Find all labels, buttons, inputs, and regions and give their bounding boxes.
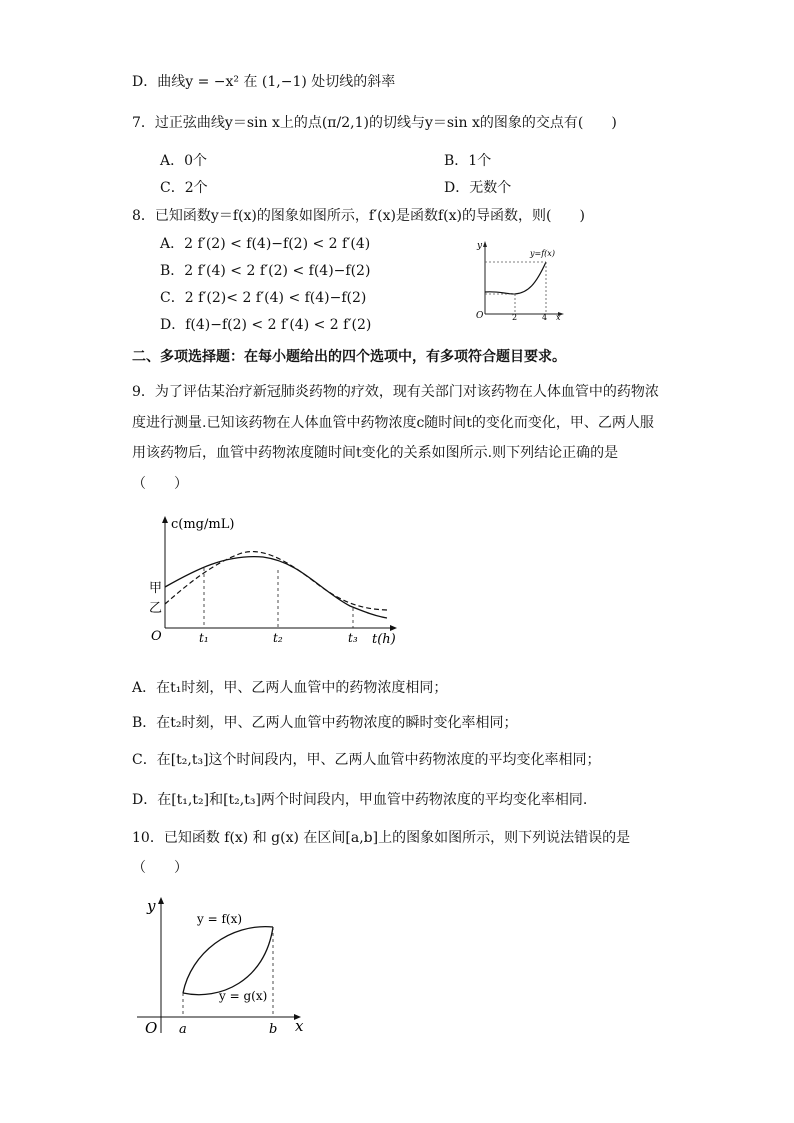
- q8-stem: 8．已知函数y＝f(x)的图象如图所示，f′(x)是函数f(x)的导函数，则( ): [132, 208, 585, 224]
- q9-answer-paren: （ ）: [132, 476, 188, 492]
- q9-t2-label: t₂: [273, 631, 283, 645]
- q10-b-label: b: [269, 1022, 278, 1037]
- q8-tick-4: 4: [542, 313, 548, 322]
- q10-f-label: y = f(x): [197, 912, 243, 926]
- q7-option-b: B．1个: [444, 153, 492, 169]
- q10-stem: 10．已知函数 f(x) 和 g(x) 在区间[a,b]上的图象如图所示，则下列说法错误的是: [132, 830, 631, 846]
- q10-origin: O: [145, 1019, 158, 1037]
- q9-stem-line-1: 9．为了评估某治疗新冠肺炎药物的疗效，现有关部门对该药物在人体血管中的药物浓: [132, 384, 659, 400]
- q9-option-b: B．在t₂时刻，甲、乙两人血管中药物浓度的瞬时变化率相同；: [132, 715, 518, 731]
- q9-option-a: A．在t₁时刻，甲、乙两人血管中的药物浓度相同；: [132, 680, 448, 696]
- q8-x-label: x: [556, 313, 561, 322]
- q6-option-d: D．曲线y = −x² 在 (1,−1) 处切线的斜率: [132, 74, 396, 90]
- q8-option-a: A．2 f′(2) < f(4)−f(2) < 2 f′(4): [160, 236, 371, 252]
- q9-x-label: t(h): [372, 632, 396, 647]
- q10-x-label: x: [295, 1017, 304, 1035]
- q9-option-d: D．在[t₁,t₂]和[t₂,t₃]两个时间段内，甲血管中药物浓度的平均变化率相同.: [132, 792, 588, 808]
- q7-option-a: A．0个: [160, 153, 208, 169]
- q8-tick-2: 2: [512, 313, 518, 322]
- q8-option-b: B．2 f′(4) < 2 f′(2) < f(4)−f(2): [160, 263, 371, 279]
- q7-option-d: D．无数个: [444, 180, 512, 196]
- q8-curve-label: y=f(x): [530, 249, 555, 258]
- q10-g-label: y = g(x): [219, 989, 268, 1003]
- q8-option-c: C．2 f′(2)< 2 f′(4) < f(4)−f(2): [160, 290, 367, 306]
- section2-heading: 二、多项选择题：在每小题给出的四个选项中，有多项符合题目要求。: [132, 349, 566, 365]
- q10-a-label: a: [179, 1022, 187, 1037]
- q9-series-a-label: 甲: [149, 581, 163, 596]
- q9-stem-line-2: 度进行测量.已知该药物在人体血管中药物浓度c随时间t的变化而变化，甲、乙两人服: [132, 415, 654, 431]
- q8-figure: [470, 236, 570, 322]
- q9-y-label: c(mg/mL): [171, 517, 235, 532]
- q8-origin: O: [476, 311, 484, 321]
- q10-answer-paren: （ ）: [132, 860, 188, 876]
- q9-t1-label: t₁: [199, 631, 209, 645]
- q7-stem: 7．过正弦曲线y＝sin x上的点(π/2,1)的切线与y＝sin x的图象的交点有( ): [132, 115, 617, 131]
- q9-figure: [135, 512, 405, 648]
- q10-figure: [135, 893, 310, 1040]
- q9-option-c: C．在[t₂,t₃]这个时间段内，甲、乙两人血管中药物浓度的平均变化率相同；: [132, 752, 601, 768]
- q8-option-d: D．f(4)−f(2) < 2 f′(4) < 2 f′(2): [160, 317, 372, 333]
- q9-t3-label: t₃: [348, 631, 358, 645]
- q7-option-c: C．2个: [160, 180, 208, 196]
- q10-y-label: y: [147, 897, 156, 915]
- q9-series-b-label: 乙: [149, 601, 163, 616]
- q9-origin: O: [151, 629, 162, 644]
- q8-y-label: y: [477, 241, 483, 251]
- q9-stem-line-3: 用该药物后，血管中药物浓度随时间t变化的关系如图所示.则下列结论正确的是: [132, 445, 619, 461]
